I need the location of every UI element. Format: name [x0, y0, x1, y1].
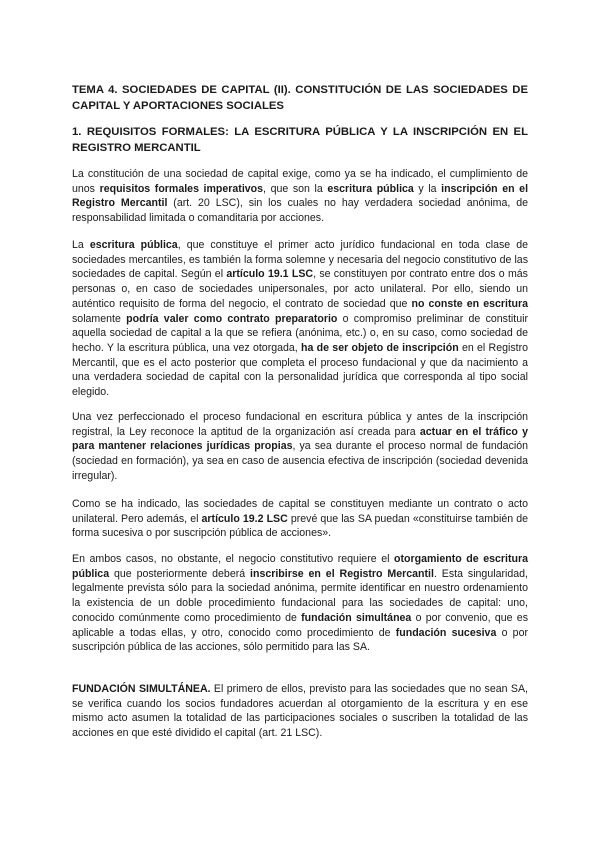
paragraph-fundacion-sucesiva-intro: Como se ha indicado, las sociedades de capital se constituyen mediante un contrato o acto unilateral. Pero además, el artículo 19.2 LSC prevé que las SA puedan «constituirse también de forma sucesiva o por suscripción pública de acciones». — [72, 498, 528, 540]
section-heading: 1. REQUISITOS FORMALES: LA ESCRITURA PÚBLICA Y LA INSCRIPCIÓN EN EL REGISTRO MERCANTIL — [72, 126, 528, 154]
paragraph-requisitos: La constitución de una sociedad de capital exige, como ya se ha indicado, el cumplimiento de unos requisitos formales imperativos, que son la escritura pública y la inscripción en el Registro Mercantil (art. 20 LSC), sin los cuales no hay verdadera sociedad anónima, de responsabilidad limitada o comanditaria por acciones. — [72, 168, 529, 225]
document-title: TEMA 4. SOCIEDADES DE CAPITAL (II). CONSTITUCIÓN DE LAS SOCIEDADES DE CAPITAL Y APORTACIONES SOCIALES — [72, 84, 528, 112]
paragraph-escritura-publica: La escritura pública, que constituye el primer acto jurídico fundacional en toda clase de sociedades mercantiles, es también la forma solemne y necesaria del negocio constitutivo de las sociedades de capital. Según el artículo 19.1 LSC, se constituyen por contrato entre dos o más personas o, en caso de sociedades unipersonales, por acto unilateral. Por ello, siendo un auténtico requisito de forma del negocio, el contrato de sociedad que no conste en escritura solamente podría valer como contrato preparatorio o compromiso preliminar de constituir aquella sociedad de capital a la que se refiera (anónima, etc.) o, en su caso, como sociedad de hecho. Y la escritura pública, una vez otorgada, ha de ser objeto de inscripción en el Registro Mercantil, que es el acto posterior que completa el proceso fundacional y que da nacimiento a una verdadera sociedad de capital con la personalidad jurídica que corresponda al tipo social elegido. — [72, 239, 528, 399]
paragraph-sociedad-en-formacion: Una vez perfeccionado el proceso fundacional en escritura pública y antes de la inscripción registral, la Ley reconoce la aptitud de la organización así creada para actuar en el tráfico y para mantener relaciones jurídicas propias, ya sea durante el proceso normal de fundación (sociedad en formación), ya sea en caso de ausencia efectiva de inscripción (sociedad devenida irregular). — [72, 411, 528, 482]
paragraph-doble-procedimiento: En ambos casos, no obstante, el negocio constitutivo requiere el otorgamiento de escritura pública que posteriormente deberá inscribirse en el Registro Mercantil. Esta singularidad, legalmente prevista sólo para la sociedad anónima, permite identificar en nuestro ordenamiento la existencia de un doble procedimiento fundacional para las sociedades de capital: uno, conocido comúnmente como procedimiento de fundación simultánea o por convenio, que es aplicable a todas ellas, y otro, conocido como procedimiento de fundación sucesiva o por suscripción pública de las acciones, sólo permitido para las SA. — [72, 553, 528, 654]
paragraph-fundacion-simultanea: FUNDACIÓN SIMULTÁNEA. El primero de ellos, previsto para las sociedades que no sean SA, se verifica cuando los socios fundadores acuerdan al otorgamiento de la escritura y en ese mismo acto asumen la totalidad de las participaciones sociales o suscriben la totalidad de las acciones en que esté dividido el capital (art. 21 LSC). — [72, 683, 528, 740]
